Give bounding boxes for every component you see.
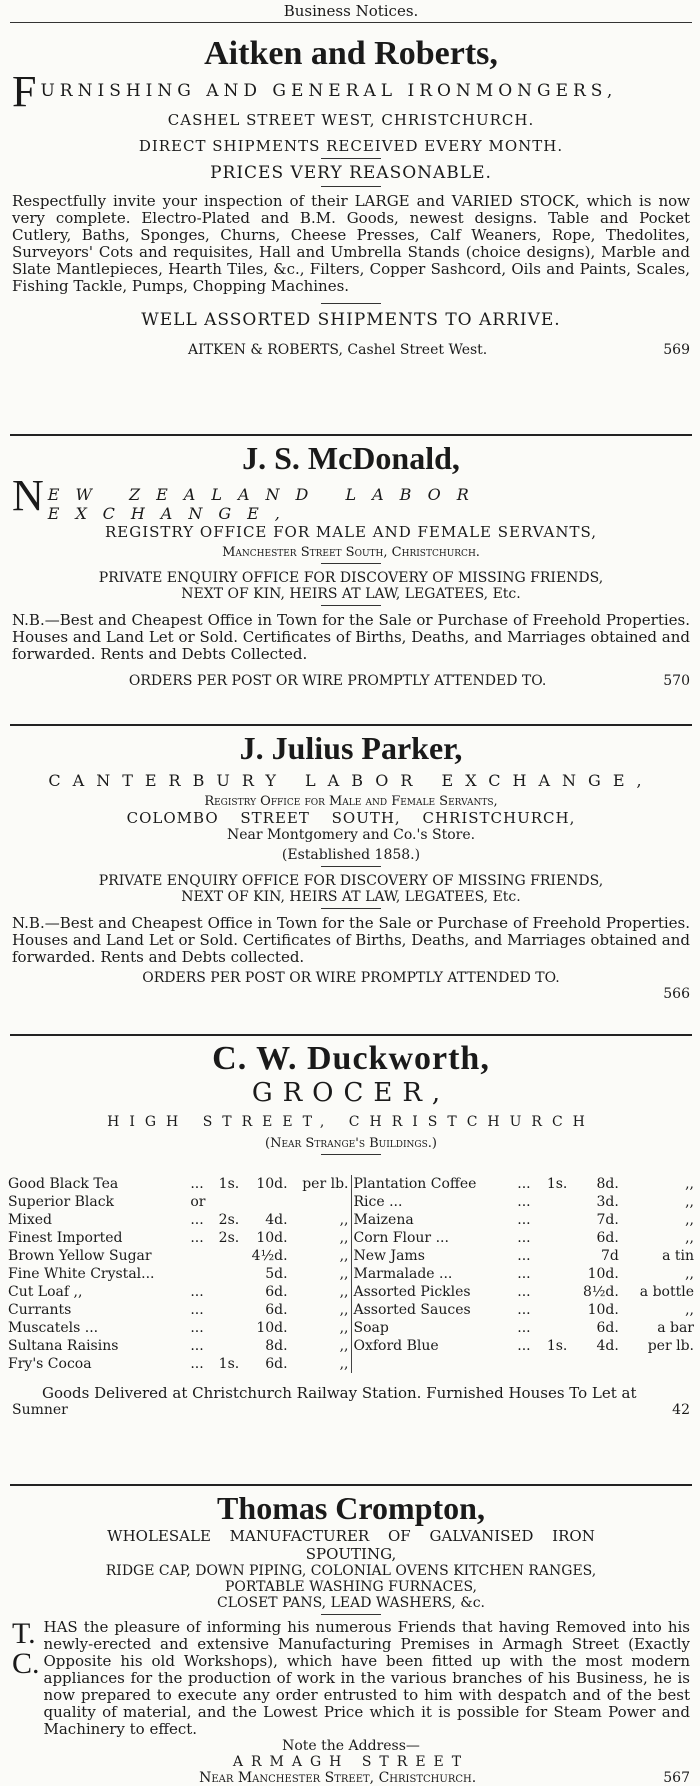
shillings: 2s. bbox=[218, 1212, 240, 1228]
ad-line: Near Montgomery and Co.'s Store. bbox=[226, 827, 476, 843]
shillings: 1s. bbox=[218, 1356, 240, 1372]
drop-cap: F bbox=[12, 67, 37, 116]
ad-footer bbox=[12, 1770, 690, 1786]
item-name: Superior Black bbox=[8, 1194, 115, 1210]
price-row bbox=[6, 1247, 351, 1265]
leader: ... bbox=[190, 1338, 204, 1354]
item-name: Fry's Cocoa bbox=[8, 1356, 92, 1372]
price-row bbox=[352, 1319, 697, 1337]
shillings bbox=[538, 1319, 570, 1337]
price-row bbox=[352, 1193, 697, 1211]
leader: ... bbox=[517, 1338, 531, 1354]
pence: 7d. bbox=[596, 1212, 619, 1228]
pence: 10d. bbox=[587, 1266, 619, 1282]
ad-line: PORTABLE WASHING FURNACES, bbox=[224, 1579, 478, 1595]
short-rule bbox=[321, 605, 381, 606]
leader: ... bbox=[190, 1284, 204, 1300]
leader: ... bbox=[517, 1248, 531, 1264]
ad-subtitle-line bbox=[12, 67, 690, 116]
pence: 10d. bbox=[256, 1230, 288, 1246]
ad-subtitle-line bbox=[12, 471, 690, 523]
unit: ,, bbox=[685, 1176, 694, 1192]
pence: 6d. bbox=[265, 1356, 288, 1372]
price-row bbox=[352, 1211, 697, 1229]
item-name: Marmalade ... bbox=[353, 1266, 453, 1282]
leader: ... bbox=[190, 1302, 204, 1318]
ad-address: CASHEL STREET WEST, CHRISTCHURCH. bbox=[167, 111, 535, 129]
ad-line: NEXT OF KIN, HEIRS AT LAW, LEGATEES, Etc. bbox=[181, 586, 521, 602]
pence: 7d bbox=[600, 1248, 619, 1264]
price-table-left bbox=[6, 1175, 351, 1373]
shillings: 1s. bbox=[546, 1338, 568, 1354]
item-name: Finest Imported bbox=[8, 1230, 123, 1246]
leader: ... bbox=[190, 1212, 204, 1228]
leader: ... bbox=[517, 1194, 531, 1210]
unit: ,, bbox=[339, 1230, 349, 1246]
ad-title: C. W. Duckworth, bbox=[212, 1040, 490, 1077]
leader bbox=[188, 1265, 211, 1283]
pence: 8d. bbox=[596, 1176, 619, 1192]
leader: ... bbox=[517, 1320, 531, 1336]
shillings bbox=[538, 1193, 570, 1211]
ad-line: CLOSET PANS, LEAD WASHERS, &c. bbox=[217, 1595, 485, 1611]
item-name: Muscatels ... bbox=[8, 1320, 99, 1336]
unit: ,, bbox=[339, 1284, 349, 1300]
shillings bbox=[538, 1283, 570, 1301]
unit: ,, bbox=[339, 1212, 349, 1228]
price-row bbox=[352, 1283, 697, 1301]
shillings bbox=[538, 1301, 570, 1319]
pence: 6d. bbox=[265, 1302, 288, 1318]
ad-line: DIRECT SHIPMENTS RECEIVED EVERY MONTH. bbox=[138, 137, 564, 155]
price-row bbox=[352, 1229, 697, 1247]
short-rule bbox=[321, 1154, 381, 1155]
unit: ,, bbox=[339, 1266, 349, 1282]
ad-line: NEXT OF KIN, HEIRS AT LAW, LEGATEES, Etc. bbox=[181, 889, 521, 905]
price-row bbox=[6, 1319, 351, 1337]
pence: 4d. bbox=[596, 1338, 619, 1354]
section-rule bbox=[10, 434, 692, 436]
ad-footer-text: Near Manchester Street, Christchurch. bbox=[199, 1770, 477, 1786]
item-name: Sultana Raisins bbox=[8, 1338, 119, 1354]
item-name: Good Black Tea bbox=[8, 1176, 119, 1192]
unit: ,, bbox=[339, 1248, 349, 1264]
leader: ... bbox=[517, 1302, 531, 1318]
drop-cap: T. C. bbox=[12, 1617, 40, 1680]
unit: ,, bbox=[339, 1356, 349, 1372]
ad-title: Aitken and Roberts, bbox=[204, 35, 498, 72]
pence: 10d. bbox=[256, 1176, 288, 1192]
unit: per lb. bbox=[302, 1176, 349, 1192]
item-name: Rice ... bbox=[353, 1194, 403, 1210]
pence: 6d. bbox=[596, 1320, 619, 1336]
ad-mcdonald bbox=[6, 440, 696, 720]
ad-footer-text: ORDERS PER POST OR WIRE PROMPTLY ATTENDED TO. bbox=[128, 673, 547, 689]
ad-body: HAS the pleasure of informing his numerous Friends that having Removed into his newly-erected and extensive Manufacturing Premises in Armagh Street (Exactly Opposite his old Workshops), which have been fitted up with the most modern appliances for the production of work in the various branches of his Business, he is now prepared to execute any order entrusted to him with despatch and of the best quality of material, and the Lowest Price which it is possible for Steam Power and Machinery to effect. bbox=[43, 1618, 690, 1738]
page-header: Business Notices. bbox=[283, 2, 419, 20]
unit bbox=[290, 1193, 351, 1211]
ad-address: ARMAGH STREET bbox=[232, 1754, 470, 1770]
price-row bbox=[6, 1265, 351, 1283]
item-name: Corn Flour ... bbox=[353, 1230, 449, 1246]
ad-address: HIGH STREET, CHRISTCHURCH bbox=[107, 1114, 595, 1130]
unit: per lb. bbox=[647, 1338, 694, 1354]
ad-footer bbox=[12, 673, 690, 689]
shillings bbox=[211, 1337, 241, 1355]
shillings bbox=[211, 1283, 241, 1301]
shillings bbox=[538, 1265, 570, 1283]
pence: 10d. bbox=[587, 1302, 619, 1318]
section-rule bbox=[10, 1484, 692, 1486]
price-list bbox=[6, 1175, 696, 1373]
ad-title: J. Julius Parker, bbox=[239, 730, 463, 766]
unit: ,, bbox=[339, 1338, 349, 1354]
shillings: 1s. bbox=[546, 1176, 568, 1192]
ad-line: Note the Address— bbox=[282, 1738, 420, 1754]
short-rule bbox=[321, 186, 381, 187]
price-row bbox=[352, 1265, 697, 1283]
price-row bbox=[352, 1337, 697, 1355]
pence: 10d. bbox=[256, 1320, 288, 1336]
shillings: 1s. bbox=[218, 1176, 240, 1192]
price-row bbox=[6, 1301, 351, 1319]
shillings: 2s. bbox=[218, 1230, 240, 1246]
unit: ,, bbox=[685, 1212, 694, 1228]
ad-number: 566 bbox=[663, 986, 690, 1002]
item-name: New Jams bbox=[353, 1248, 425, 1264]
price-col-left bbox=[6, 1175, 351, 1373]
pence: 3d. bbox=[596, 1194, 619, 1210]
unit: ,, bbox=[339, 1302, 349, 1318]
ad-number: 42 bbox=[672, 1402, 690, 1418]
section-rule bbox=[10, 724, 692, 726]
ad-footer-text: Goods Delivered at Christchurch Railway Station. Furnished Houses To Let at bbox=[42, 1384, 637, 1402]
ad-line: PRICES VERY REASONABLE. bbox=[210, 163, 492, 183]
unit: a tin bbox=[662, 1248, 694, 1264]
drop-cap: N bbox=[12, 471, 44, 520]
ad-subtitle: WHOLESALE MANUFACTURER OF GALVANISED IRON bbox=[107, 1527, 595, 1545]
item-name: Assorted Pickles bbox=[353, 1284, 471, 1300]
ad-line: WELL ASSORTED SHIPMENTS TO ARRIVE. bbox=[141, 310, 561, 330]
price-row bbox=[352, 1301, 697, 1319]
price-col-right bbox=[351, 1175, 697, 1373]
pence: 4d. bbox=[265, 1212, 288, 1228]
ad-line: (Near Strange's Buildings.) bbox=[265, 1136, 437, 1151]
unit: a bottle bbox=[639, 1284, 694, 1300]
ad-number: 569 bbox=[663, 342, 690, 358]
ad-line: PRIVATE ENQUIRY OFFICE FOR DISCOVERY OF MISSING FRIENDS, bbox=[98, 873, 604, 889]
ad-footer-text: ORDERS PER POST OR WIRE PROMPTLY ATTENDED TO. bbox=[142, 970, 560, 986]
leader: ... bbox=[190, 1356, 204, 1372]
price-row bbox=[6, 1355, 351, 1373]
pence: 5d. bbox=[265, 1266, 288, 1282]
ad-line: REGISTRY OFFICE FOR MALE AND FEMALE SERVANTS, bbox=[104, 523, 598, 541]
ad-address: Manchester Street South, Christchurch. bbox=[222, 545, 480, 560]
price-row bbox=[352, 1175, 697, 1193]
pence: 8d. bbox=[265, 1338, 288, 1354]
shillings bbox=[211, 1301, 241, 1319]
ad-body: N.B.—Best and Cheapest Office in Town for the Sale or Purchase of Freehold Properties. Houses and Land Let or Sold. Certificates of Births, Deaths, and Marriages obtained and forwarded. Rents and Debts collected. bbox=[12, 914, 690, 966]
leader: ... bbox=[517, 1230, 531, 1246]
ad-body-block bbox=[12, 1619, 690, 1738]
price-row bbox=[352, 1247, 697, 1265]
unit: ,, bbox=[339, 1320, 349, 1336]
ad-body: Respectfully invite your inspection of their LARGE and VARIED STOCK, which is now very complete. Electro-Plated and B.M. Goods, newest designs. Table and Pocket Cutlery, Baths, Sponges, Churns, Cheese Presses, Calf Weaners, Rope, Thedolites, Surveyors' Cots and requisites, Hall and Umbrella Stands (choice designs), Marble and Slate Mantlepieces, Hearth Tiles, &c., Filters, Copper Sashcord, Oils and Paints, Scales, Fishing Tackle, Pumps, Chopping Machines. bbox=[12, 192, 690, 295]
ad-line: SPOUTING, bbox=[305, 1545, 397, 1563]
item-name: Soap bbox=[353, 1320, 389, 1336]
shillings bbox=[211, 1319, 241, 1337]
shillings bbox=[211, 1265, 241, 1283]
ad-crompton bbox=[6, 1490, 696, 1786]
shillings bbox=[211, 1193, 241, 1211]
ad-duckworth bbox=[6, 1040, 696, 1480]
ad-line: Registry Office for Male and Female Servants, bbox=[204, 794, 498, 809]
shillings bbox=[538, 1247, 570, 1265]
leader: ... bbox=[190, 1176, 204, 1192]
item-name: Plantation Coffee bbox=[353, 1176, 477, 1192]
unit: ,, bbox=[685, 1302, 694, 1318]
short-rule bbox=[321, 303, 381, 304]
leader: or bbox=[190, 1194, 206, 1210]
item-name: Mixed bbox=[8, 1212, 52, 1228]
item-name: Currants bbox=[8, 1302, 72, 1318]
leader: ... bbox=[190, 1320, 204, 1336]
shillings bbox=[211, 1247, 241, 1265]
item-name: Assorted Sauces bbox=[353, 1302, 471, 1318]
unit: ,, bbox=[685, 1230, 694, 1246]
price-table-right bbox=[352, 1175, 697, 1355]
newspaper-page bbox=[6, 0, 696, 1786]
pence: 6d. bbox=[596, 1230, 619, 1246]
short-rule bbox=[321, 563, 381, 564]
shillings bbox=[538, 1229, 570, 1247]
item-name: Maizena bbox=[353, 1212, 414, 1228]
ad-number: 570 bbox=[663, 673, 690, 689]
ad-address: COLOMBO STREET SOUTH, CHRISTCHURCH, bbox=[126, 809, 576, 827]
ad-subtitle: URNISHING AND GENERAL IRONMONGERS, bbox=[40, 81, 618, 101]
ad-subtitle: GROCER, bbox=[251, 1078, 451, 1108]
ad-title: J. S. McDonald, bbox=[242, 440, 460, 476]
leader: ... bbox=[517, 1284, 531, 1300]
section-rule bbox=[10, 1034, 692, 1036]
ad-line: PRIVATE ENQUIRY OFFICE FOR DISCOVERY OF MISSING FRIENDS, bbox=[98, 570, 604, 586]
leader: ... bbox=[517, 1266, 531, 1282]
ad-footer-text: AITKEN & ROBERTS, Cashel Street West. bbox=[188, 342, 488, 358]
item-name: Oxford Blue bbox=[353, 1338, 439, 1354]
ad-parker bbox=[6, 730, 696, 1030]
ad-subtitle: CANTERBURY LABOR EXCHANGE, bbox=[48, 771, 654, 790]
ad-title: Thomas Crompton, bbox=[217, 1490, 485, 1526]
short-rule bbox=[321, 158, 381, 159]
price-row bbox=[6, 1211, 351, 1229]
item-name: Cut Loaf ,, bbox=[8, 1284, 83, 1300]
price-row bbox=[6, 1193, 351, 1211]
leader bbox=[188, 1247, 211, 1265]
price-row bbox=[6, 1283, 351, 1301]
ad-number: 567 bbox=[663, 1770, 690, 1786]
short-rule bbox=[321, 908, 381, 909]
pence: 4½d. bbox=[251, 1248, 288, 1264]
ad-body: N.B.—Best and Cheapest Office in Town for the Sale or Purchase of Freehold Properties. Houses and Land Let or Sold. Certificates of Births, Deaths, and Marriages obtained and forwarded. Rents and Debts Collected. bbox=[12, 611, 690, 663]
price-row bbox=[6, 1337, 351, 1355]
header-rule bbox=[10, 22, 692, 23]
leader: ... bbox=[190, 1230, 204, 1246]
leader: ... bbox=[517, 1176, 531, 1192]
ad-footer bbox=[12, 342, 690, 358]
ad-footer bbox=[12, 1402, 690, 1418]
unit: ,, bbox=[685, 1266, 694, 1282]
ad-line: (Established 1858.) bbox=[281, 847, 421, 863]
ad-subtitle: EW ZEALAND LABOR EXCHANGE, bbox=[47, 485, 485, 523]
item-name: Fine White Crystal... bbox=[8, 1266, 155, 1282]
price-row bbox=[6, 1229, 351, 1247]
ad-footer-text: Sumner bbox=[12, 1402, 68, 1418]
item-name: Brown Yellow Sugar bbox=[8, 1248, 152, 1264]
short-rule bbox=[321, 1614, 381, 1615]
ad-aitken-roberts bbox=[6, 35, 696, 430]
pence: 8½d. bbox=[582, 1284, 619, 1300]
pence: 6d. bbox=[265, 1284, 288, 1300]
pence bbox=[241, 1193, 289, 1211]
unit: a bar bbox=[657, 1320, 694, 1336]
short-rule bbox=[321, 866, 381, 867]
unit: ,, bbox=[685, 1194, 694, 1210]
ad-line: RIDGE CAP, DOWN PIPING, COLONIAL OVENS KITCHEN RANGES, bbox=[105, 1563, 597, 1579]
leader: ... bbox=[517, 1212, 531, 1228]
shillings bbox=[538, 1211, 570, 1229]
price-row bbox=[6, 1175, 351, 1193]
